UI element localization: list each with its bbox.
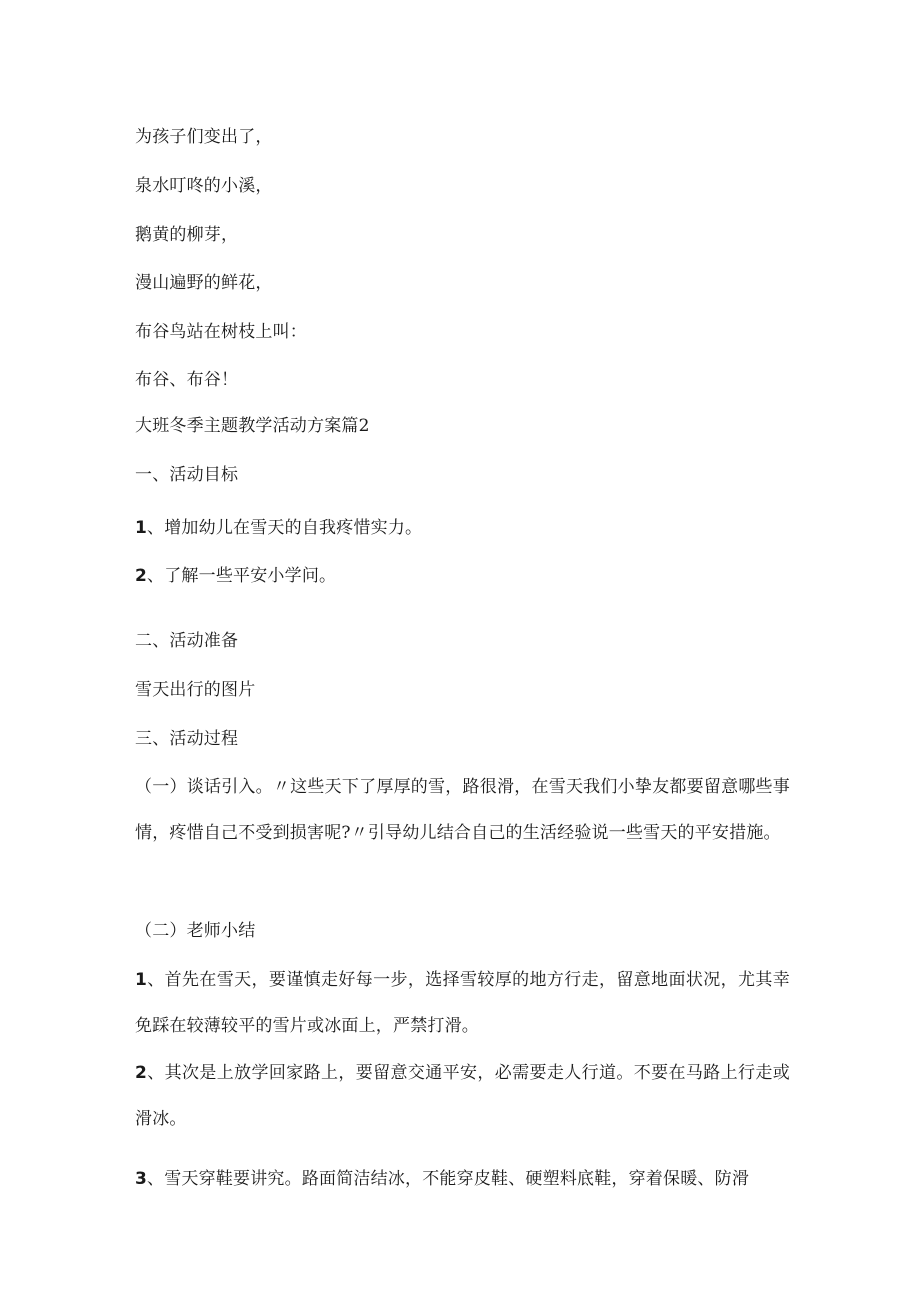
summary-item-2-number: 2 <box>135 1063 148 1083</box>
poem-line-6: 布谷、布谷！ <box>135 370 239 390</box>
summary-item-1 <box>135 957 790 1049</box>
goal-item-1-number: 1 <box>135 518 148 538</box>
poem-line-2: 泉水叮咚的小溪， <box>135 176 273 196</box>
section-title: 大班冬季主题教学活动方案篇2 <box>135 416 370 436</box>
poem-line-4: 漫山遍野的鲜花， <box>135 273 273 293</box>
summary-item-2-text: 、其次是上放学回家路上，要留意交通平安，必需要走人行道。不要在马路上行走或滑冰。 <box>135 1063 790 1129</box>
section3-heading: 三、活动过程 <box>135 729 239 749</box>
summary-item-2 <box>135 1050 790 1142</box>
summary-item-1-text: 、首先在雪天，要谨慎走好每一步，选择雪较厚的地方行走，留意地面状况，尤其幸免踩在较薄较平的雪片或冰面上，严禁打滑。 <box>135 970 790 1036</box>
summary-item-3-text: 、雪天穿鞋要讲究。路面简洁结冰，不能穿皮鞋、硬塑料底鞋，穿着保暖、防滑 <box>147 1169 750 1189</box>
poem-line-3: 鹅黄的柳芽， <box>135 225 239 245</box>
goal-item-1-text: 、增加幼儿在雪天的自我疼惜实力。 <box>147 518 423 538</box>
goal-item-2-text: 、了解一些平安小学问。 <box>147 566 337 586</box>
section1-heading: 一、活动目标 <box>135 465 239 485</box>
section2-heading: 二、活动准备 <box>135 631 239 651</box>
section2-body: 雪天出行的图片 <box>135 680 256 700</box>
poem-line-1: 为孩子们变出了， <box>135 127 273 147</box>
goal-item-2-number: 2 <box>135 566 148 586</box>
process-part-1: （一）谈话引入。〃这些天下了厚厚的雪，路很滑，在雪天我们小挚友都要留意哪些事情，疼惜自己不受到损害呢?〃引导幼儿结合自己的生活经验说一些雪天的平安措施。 <box>135 777 790 843</box>
summary-item-3 <box>135 1169 790 1189</box>
goal-item-1 <box>135 518 790 538</box>
poem-line-5: 布谷鸟站在树枝上叫： <box>135 322 307 342</box>
goal-item-2 <box>135 566 790 586</box>
summary-item-3-number: 3 <box>135 1169 148 1189</box>
process-part-2-heading: （二）老师小结 <box>135 921 256 941</box>
summary-item-1-number: 1 <box>135 970 148 990</box>
